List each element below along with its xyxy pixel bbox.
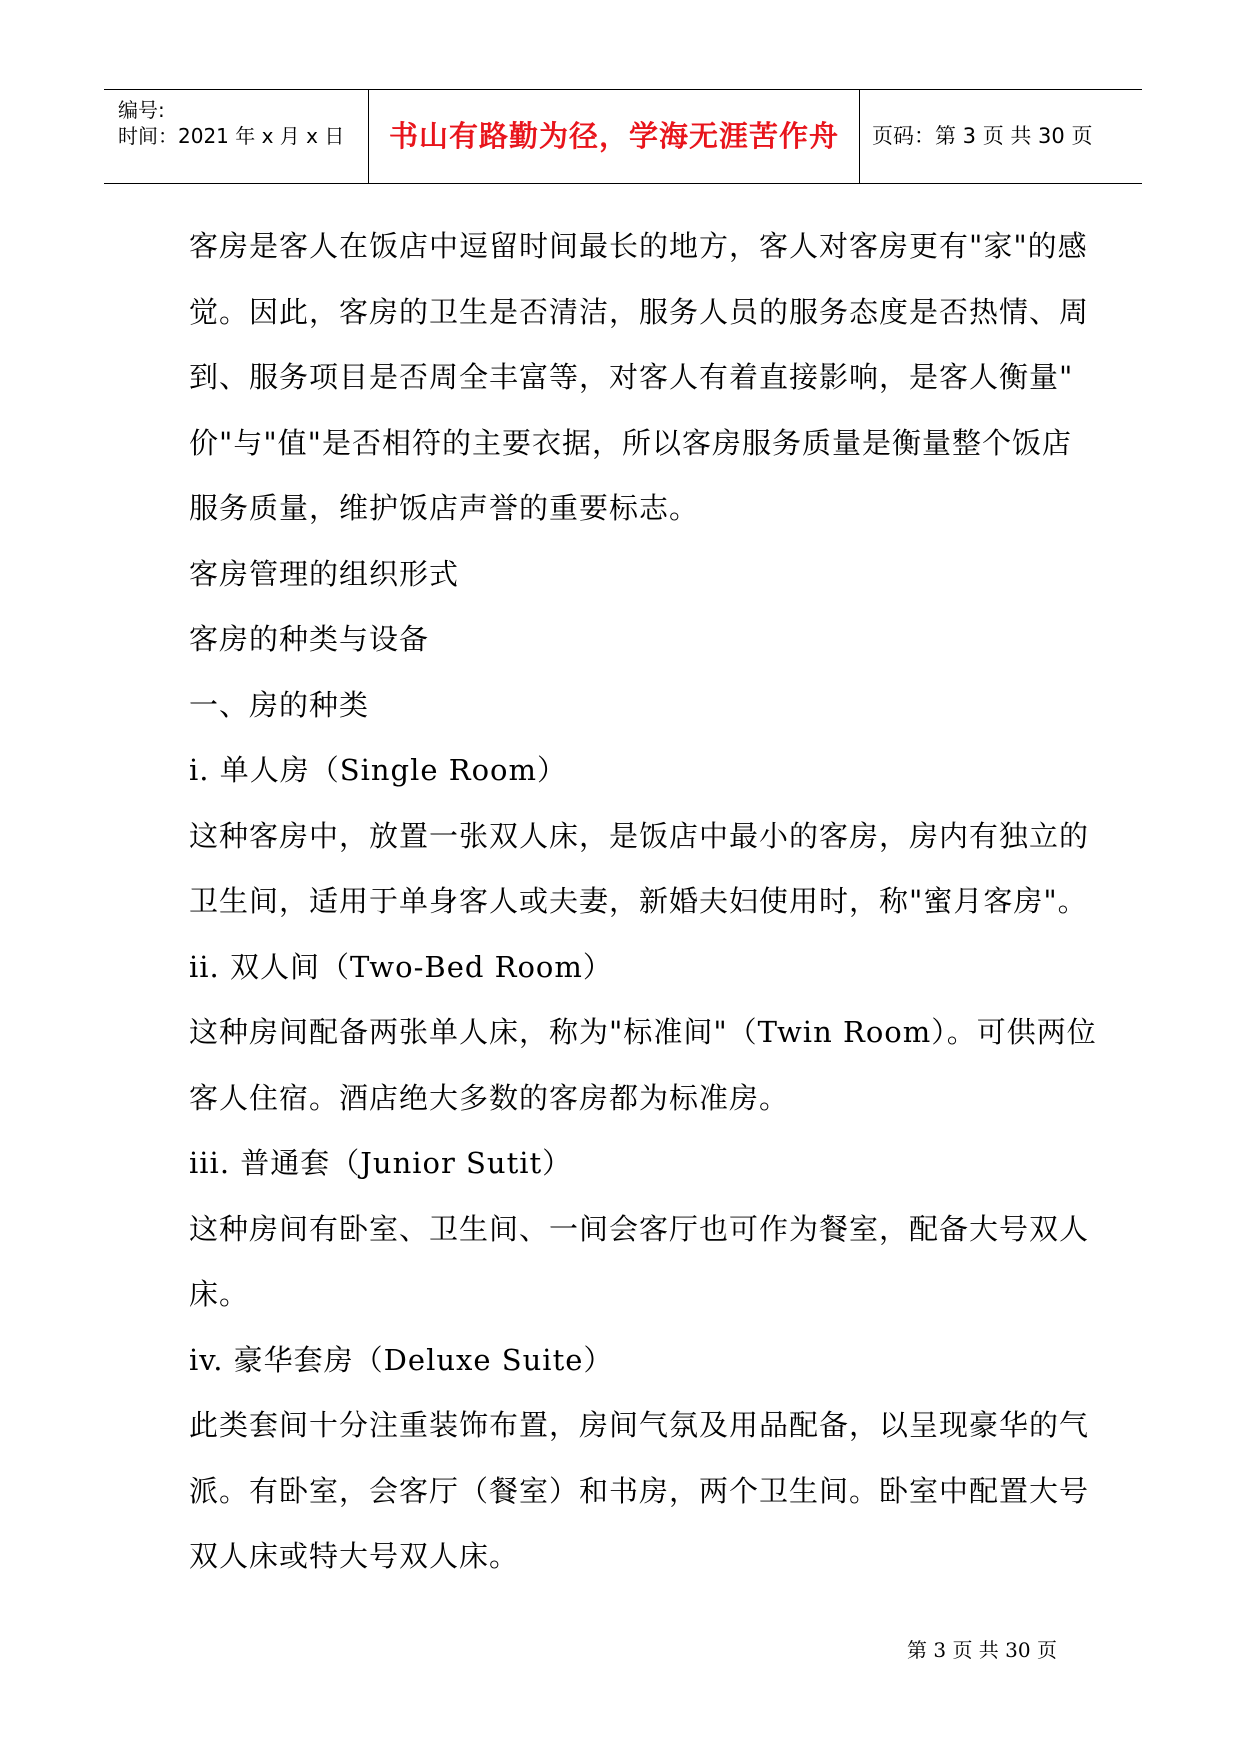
- body-line: 服务质量，维护饭店声誉的重要标志。: [189, 491, 700, 525]
- body-line: 客人住宿。酒店绝大多数的客房都为标准房。: [189, 1080, 790, 1115]
- body-line: 这种房间配备两张单人床，称为"标准间"（Twin Room）。可供两位: [189, 1015, 1097, 1049]
- header-info-cell: [104, 90, 368, 183]
- header-motto-cell: [368, 90, 860, 183]
- body-line: 客房是客人在饭店中逗留时间最长的地方，客人对客房更有"家"的感: [189, 229, 1088, 263]
- body-line: 卫生间，适用于单身客人或夫妻，新婚夫妇使用时，称"蜜月客房"。: [189, 884, 1088, 918]
- body-line: 这种房间有卧室、卫生间、一间会客厅也可作为餐室，配备大号双人: [189, 1211, 1090, 1246]
- body-line: 到、服务项目是否周全丰富等，对客人有着直接影响，是客人衡量": [189, 360, 1074, 394]
- document-time-label: 时间：2021 年 x 月 x 日: [118, 124, 345, 148]
- body-line: 双人床或特大号双人床。: [189, 1539, 520, 1573]
- room-type-heading: iii. 普通套（Junior Sutit）: [189, 1146, 573, 1180]
- section-heading: 一、房的种类: [189, 687, 370, 722]
- header-page-cell: [860, 90, 1142, 183]
- room-type-heading: iv. 豪华套房（Deluxe Suite）: [189, 1342, 614, 1377]
- body-line: 床。: [189, 1277, 250, 1311]
- body-line: 这种客房中，放置一张双人床，是饭店中最小的客房，房内有独立的: [189, 818, 1090, 853]
- room-type-heading: ii. 双人间（Two-Bed Room）: [189, 949, 613, 984]
- body-line: 派。有卧室，会客厅（餐室）和书房，两个卫生间。卧室中配置大号: [189, 1473, 1090, 1508]
- page-footer: 第 3 页 共 30 页: [907, 1638, 1057, 1662]
- header-page-number: 页码：第 3 页 共 30 页: [872, 124, 1093, 148]
- room-type-heading: i. 单人房（Single Room）: [189, 753, 568, 787]
- body-line: 此类套间十分注重装饰布置，房间气氛及用品配备，以呈现豪华的气: [189, 1408, 1090, 1442]
- body-line: 价"与"值"是否相符的主要衣据，所以客房服务质量是衡量整个饭店: [189, 425, 1073, 460]
- section-heading: 客房的种类与设备: [189, 622, 430, 656]
- header-motto: 书山有路勤为径，学海无涯苦作舟: [388, 119, 839, 153]
- section-heading: 客房管理的组织形式: [189, 556, 460, 591]
- document-body: [189, 214, 1097, 1590]
- document-number-label: 编号:: [118, 98, 165, 122]
- page-header: [104, 89, 1142, 184]
- body-line: 觉。因此，客房的卫生是否清洁，服务人员的服务态度是否热情、周: [189, 294, 1090, 329]
